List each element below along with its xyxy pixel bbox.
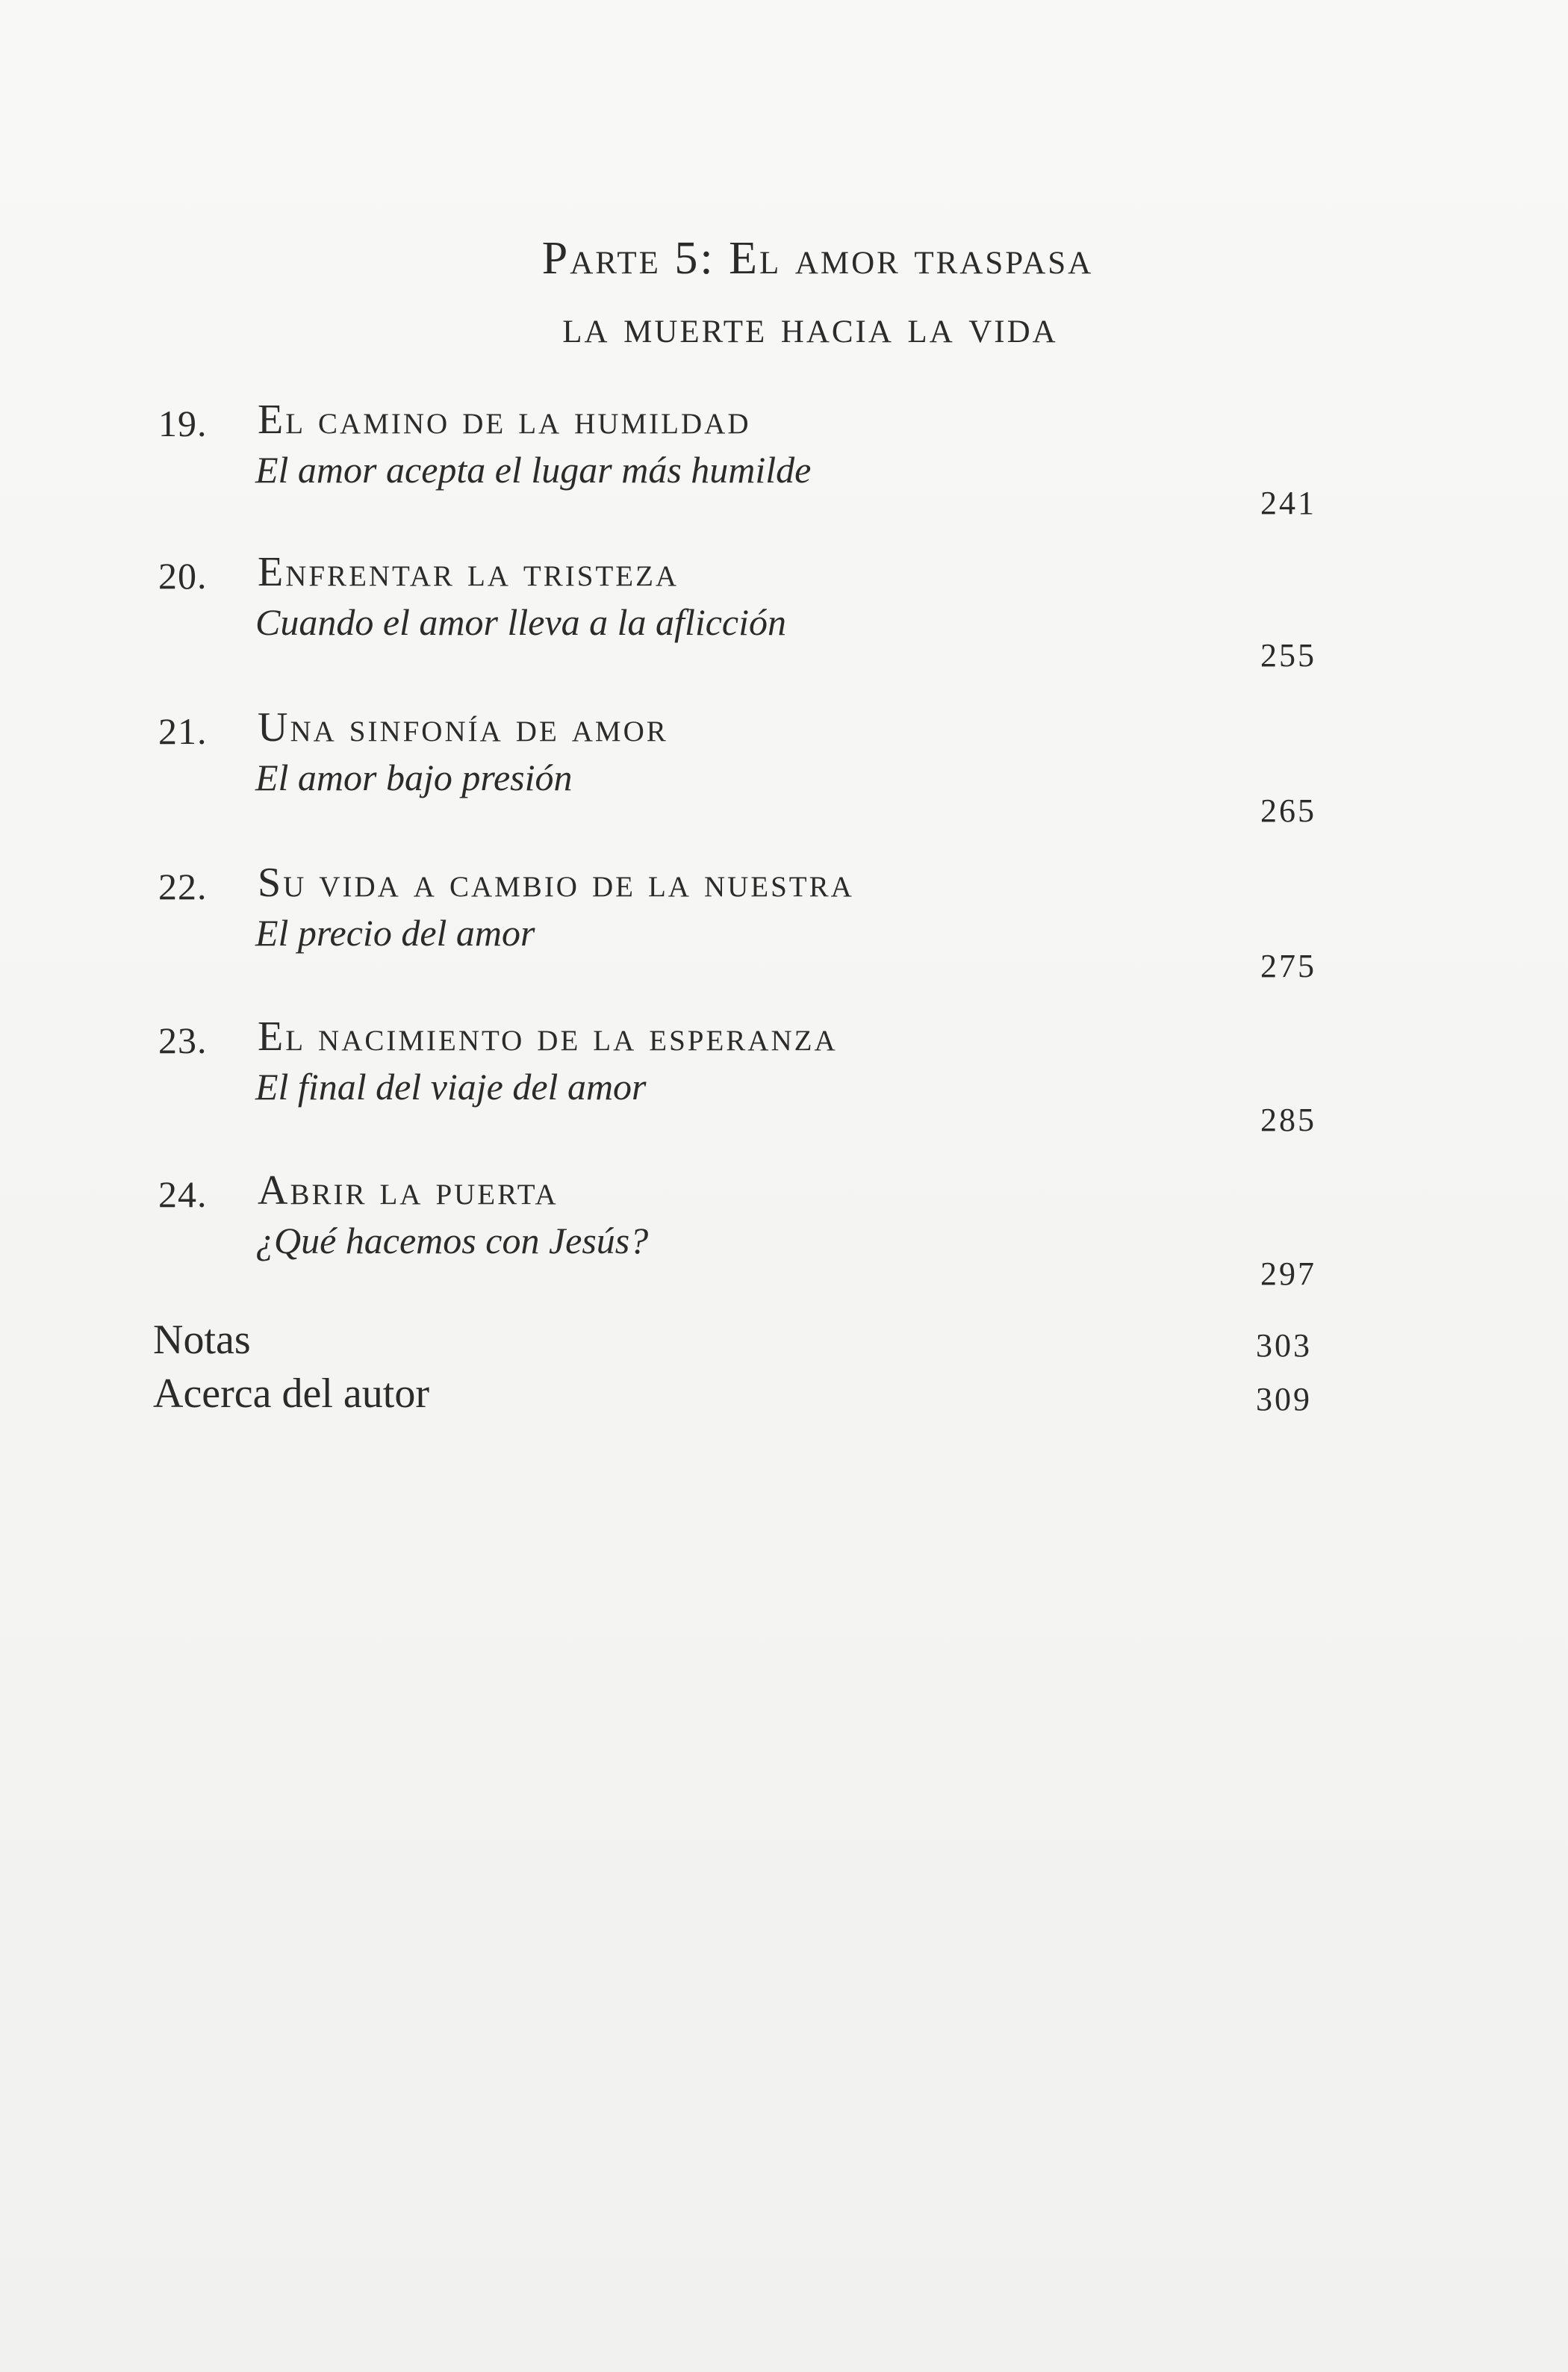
part-heading [0, 224, 1568, 361]
chapter-title: El camino de la humildad [258, 397, 751, 443]
chapter-subtitle: ¿Qué hacemos con Jesús? [255, 1220, 649, 1261]
toc-entry-21[interactable] [0, 704, 1568, 838]
back-matter-page-number: 303 [1256, 1327, 1312, 1364]
chapter-number: 23. [158, 1019, 208, 1061]
chapter-page-number: 285 [1260, 1102, 1316, 1138]
chapter-page-number: 297 [1260, 1255, 1316, 1292]
toc-entry-notas[interactable] [0, 1316, 1568, 1368]
chapter-page-number: 265 [1260, 792, 1316, 829]
chapter-title: El nacimiento de la esperanza [258, 1013, 838, 1060]
chapter-title: Su vida a cambio de la nuestra [258, 860, 854, 906]
chapter-number: 24. [158, 1173, 208, 1215]
chapter-subtitle: El final del viaje del amor [255, 1066, 647, 1108]
part-heading-line-1: Parte 5: El amor traspasa [541, 233, 1094, 284]
chapter-title: Enfrentar la tristeza [258, 549, 679, 595]
chapter-page-number: 255 [1260, 637, 1316, 674]
back-matter-page-number: 309 [1256, 1381, 1312, 1418]
chapter-number: 21. [158, 710, 208, 752]
chapter-subtitle: El amor bajo presión [255, 757, 573, 798]
chapter-subtitle: El precio del amor [255, 912, 535, 954]
toc-entry-20[interactable] [0, 548, 1568, 683]
toc-entry-22[interactable] [0, 859, 1568, 993]
chapter-number: 19. [158, 403, 208, 444]
part-heading-line-2: la muerte hacia la vida [562, 302, 1058, 353]
chapter-page-number: 241 [1260, 485, 1316, 521]
chapter-subtitle: El amor acepta el lugar más humilde [255, 449, 812, 491]
toc-entry-19[interactable] [0, 396, 1568, 530]
toc-entry-24[interactable] [0, 1167, 1568, 1301]
chapter-title: Una sinfonía de amor [258, 704, 668, 751]
chapter-subtitle: Cuando el amor lleva a la aflicción [255, 601, 787, 643]
toc-entry-23[interactable] [0, 1013, 1568, 1147]
chapter-number: 22. [158, 866, 208, 907]
chapter-title: Abrir la puerta [258, 1167, 559, 1214]
back-matter-label: Notas [153, 1317, 251, 1363]
back-matter-label: Acerca del autor [153, 1370, 429, 1417]
chapter-page-number: 275 [1260, 948, 1316, 984]
toc-entry-acerca-del-autor[interactable] [0, 1370, 1568, 1422]
chapter-number: 20. [158, 555, 208, 597]
